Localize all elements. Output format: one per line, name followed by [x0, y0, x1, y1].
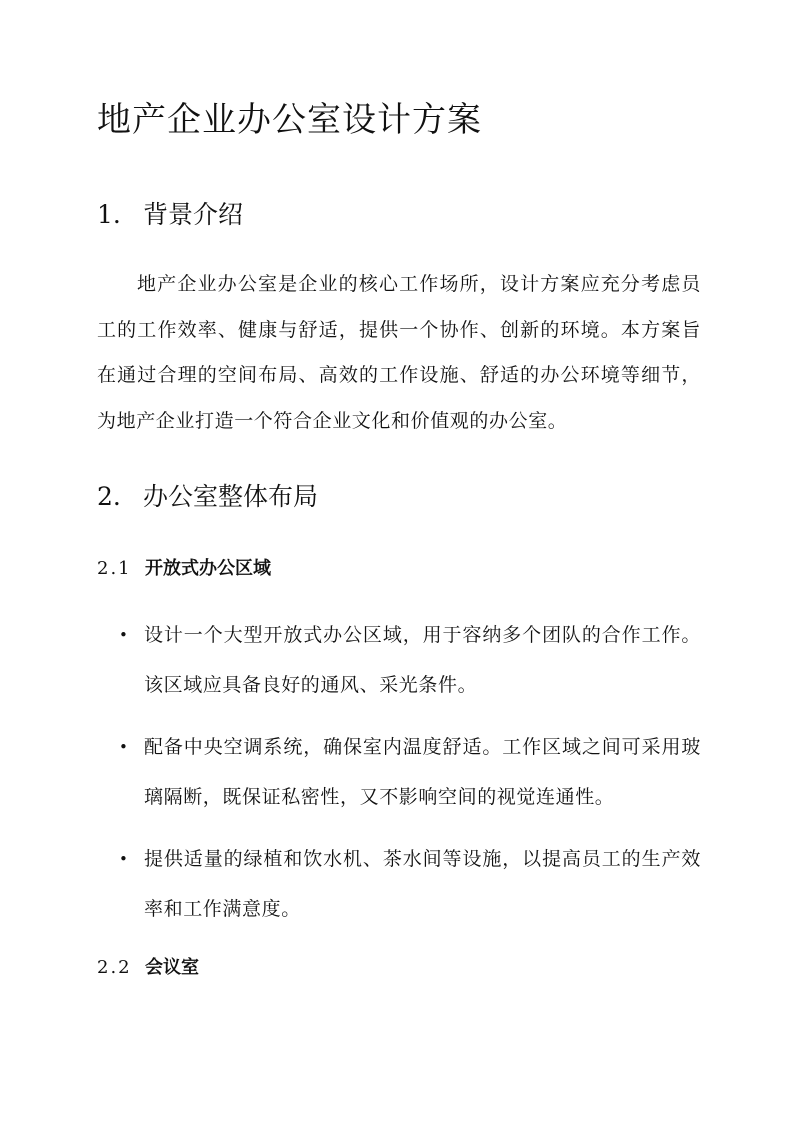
list-item — [97, 834, 701, 934]
background-paragraph: 地产企业办公室是企业的核心工作场所，设计方案应充分考虑员工的工作效率、健康与舒适，提供一个协作、创新的环境。本方案旨在通过合理的空间布局、高效的工作设施、舒适的办公环境等细节，为地产企业打造一个符合企业文化和价值观的办公室。 — [97, 273, 701, 432]
subsection-number: 2.2 — [97, 957, 132, 978]
document-title: 地产企业办公室设计方案 — [97, 100, 482, 140]
list-item-text: 配备中央空调系统，确保室内温度舒适。工作区域之间可采用玻璃隔断，既保证私密性，又不影响空间的视觉连通性。 — [144, 736, 701, 808]
section-number: 2. — [97, 482, 121, 511]
bullet-dot-icon: • — [119, 626, 129, 644]
subsection-heading-meeting-room — [97, 955, 199, 981]
bullet-dot-icon: • — [119, 738, 129, 756]
section-heading-layout — [97, 480, 318, 514]
section-number: 1. — [97, 200, 121, 229]
subsection-number: 2.1 — [97, 558, 132, 579]
subsection-title: 会议室 — [145, 957, 199, 978]
section-heading-background — [97, 198, 243, 232]
section-title: 办公室整体布局 — [143, 482, 319, 511]
list-item — [97, 610, 701, 710]
subsection-heading-open-office — [97, 556, 271, 582]
section-title: 背景介绍 — [143, 200, 244, 229]
subsection-title: 开放式办公区域 — [145, 558, 271, 579]
bullet-dot-icon: • — [119, 850, 129, 868]
list-item-text: 设计一个大型开放式办公区域，用于容纳多个团队的合作工作。该区域应具备良好的通风、采光条件。 — [144, 624, 701, 696]
list-item-text: 提供适量的绿植和饮水机、茶水间等设施，以提高员工的生产效率和工作满意度。 — [144, 848, 701, 920]
list-item — [97, 722, 701, 822]
